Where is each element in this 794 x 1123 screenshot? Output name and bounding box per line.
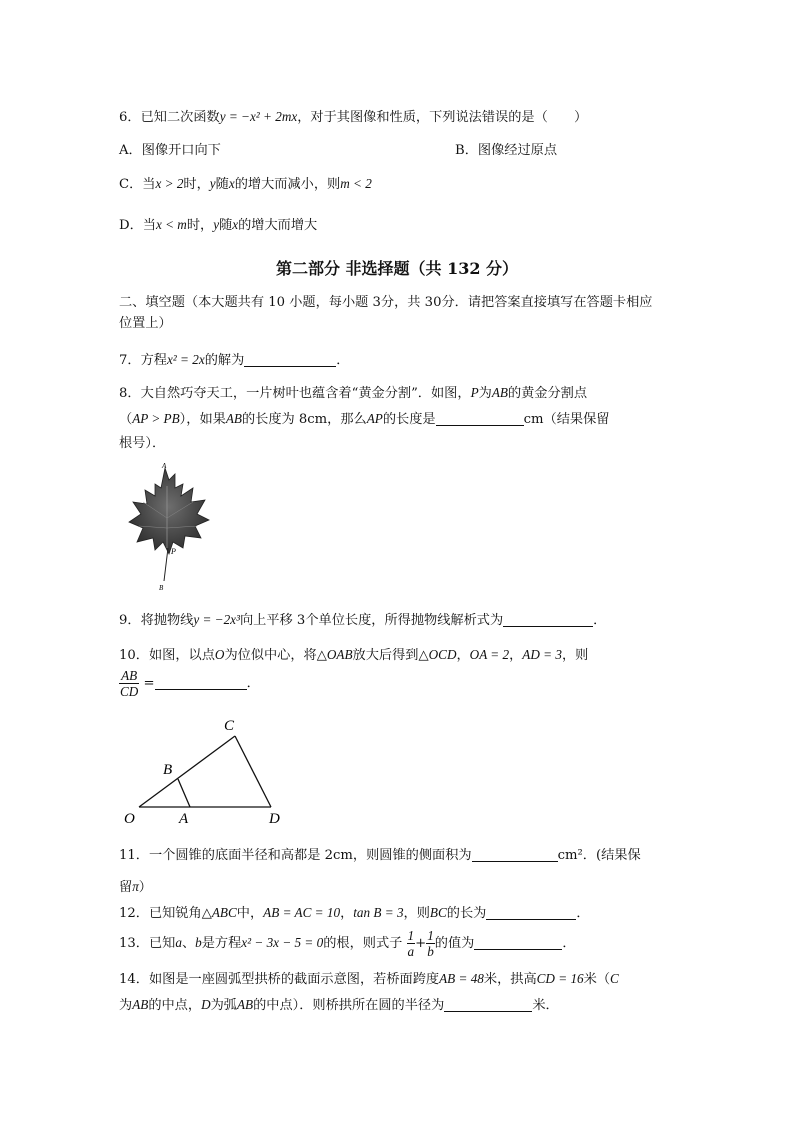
q9-answer-blank[interactable] <box>503 612 593 627</box>
q7-formula: x² = 2x <box>166 352 205 367</box>
q6-c-text: 的增大而减小，则 <box>234 177 341 192</box>
segment-ab <box>178 779 190 807</box>
q12-var: BC <box>429 905 447 920</box>
maple-leaf-figure <box>119 458 214 593</box>
similar-triangle-figure <box>119 712 289 827</box>
q7-answer-blank[interactable] <box>244 352 336 367</box>
q12-answer-blank[interactable] <box>486 905 576 920</box>
q11-line2 <box>119 877 152 898</box>
label-a: A <box>179 811 189 827</box>
q10-var: OCD <box>428 647 457 662</box>
q13-equation: x² − 3x − 5 = 0 <box>241 935 324 950</box>
q6-c-text: C．当 <box>119 177 156 192</box>
q14-math: AB = 48 <box>439 971 484 986</box>
q6-d-var: x <box>232 217 239 232</box>
q12-math: tan B = 3 <box>353 905 404 920</box>
q14-text: 14．如图是一座圆弧型拱桥的截面示意图，若桥面跨度 <box>119 972 440 987</box>
q6-stem-text-2: ，对于其图像和性质，下列说法错误的是（ ） <box>297 110 588 125</box>
q14-var: C <box>610 971 619 986</box>
q10-frac-top: AB <box>119 668 139 684</box>
q6-c-text: 时， <box>183 177 210 192</box>
q8-line3: 根号）． <box>119 436 166 451</box>
q9 <box>119 610 606 631</box>
q13-text: 的值为 <box>434 936 475 951</box>
q10-text: 放大后得到△ <box>352 648 429 663</box>
q6-stem <box>119 107 587 128</box>
label-o: O <box>124 811 135 827</box>
q8-text: （ <box>119 412 133 427</box>
q11-text: ） <box>138 880 152 895</box>
q8-text: 为 <box>478 386 492 401</box>
q11-line1 <box>119 846 641 866</box>
q6-c-math: m < 2 <box>340 176 372 191</box>
q9-end: ． <box>593 613 607 628</box>
q6-option-a-text: A．图像开口向下 <box>119 143 221 158</box>
q6-c-text: 随 <box>215 177 229 192</box>
q13-frac1-bottom: a <box>407 944 415 959</box>
q14-text: 米，拱高 <box>483 972 537 987</box>
q8-line1 <box>119 383 587 404</box>
q8-var: AP <box>366 411 383 426</box>
q6-d-text: 时， <box>186 218 214 233</box>
q6-d-math: x < m <box>155 217 187 232</box>
q13-text: 13．已知 <box>119 936 176 951</box>
leaf-label-a: A <box>162 462 167 470</box>
q8-var: AB <box>225 411 242 426</box>
leaf-label-p: P <box>171 547 176 556</box>
q6-d-text: 随 <box>219 218 233 233</box>
q11-text: 11．一个圆锥的底面半径和高都是 2cm，则圆锥的侧面积为 <box>119 848 472 863</box>
q6-option-d <box>119 215 317 236</box>
q6-option-a <box>119 141 221 161</box>
q10-frac-bottom: CD <box>120 684 139 699</box>
q10-math: AD = 3 <box>522 647 562 662</box>
q11-text: ．(结果保 <box>582 848 641 863</box>
q10-text: 为位似中心，将△ <box>224 648 327 663</box>
q12 <box>119 903 590 924</box>
section-title: 第二部分 非选择题（共 132 分） <box>275 259 519 278</box>
q14-var: AB <box>132 997 149 1012</box>
q9-formula: y = −2x³ <box>193 612 240 627</box>
q13-answer-blank[interactable] <box>474 935 562 950</box>
q14-text: 的中点， <box>148 998 202 1013</box>
q13-end: ． <box>562 936 576 951</box>
q14-math: CD = 16 <box>536 971 584 986</box>
q13-frac2-top: 1 <box>427 928 434 943</box>
q12-text: ， <box>340 906 354 921</box>
q10-var: O <box>214 647 225 662</box>
label-d: D <box>269 811 280 827</box>
q14-var: AB <box>236 997 254 1012</box>
q8-answer-blank[interactable] <box>436 411 524 426</box>
q6-option-b <box>455 141 557 161</box>
q14-text: 米（ <box>583 972 611 987</box>
q8-text: 的长度是 <box>382 412 436 427</box>
q12-text: 中， <box>236 906 264 921</box>
q10-equals: = <box>143 676 155 691</box>
q6-c-var: y <box>209 176 216 191</box>
q7-text: 的解为 <box>204 353 245 368</box>
q6-c-var: x <box>228 176 235 191</box>
q9-text: 9．将抛物线 <box>119 613 194 628</box>
q12-end: ． <box>576 906 590 921</box>
q13-frac2-bottom: b <box>427 944 434 959</box>
q10-answer-blank[interactable] <box>155 675 247 690</box>
q13-text: 的根，则式子 <box>323 936 403 951</box>
q12-var: ABC <box>211 905 237 920</box>
q10-line2 <box>119 668 260 699</box>
q8-var: AB <box>491 385 508 400</box>
q8-text: ），如果 <box>179 412 226 427</box>
q8-line2 <box>119 409 609 430</box>
q8-var: P <box>470 385 479 400</box>
q6-d-text: 的增大而增大 <box>238 218 318 233</box>
q7-end: ． <box>336 353 350 368</box>
q13-var: a <box>175 935 182 950</box>
q13-text: 、 <box>181 936 196 951</box>
q10-text: ，则 <box>561 648 589 663</box>
q6-d-text: D．当 <box>119 218 156 233</box>
q13-var: b <box>195 935 202 950</box>
q10-var: OAB <box>326 647 353 662</box>
q6-option-b-text: B．图像经过原点 <box>455 143 558 158</box>
q11-text: 留 <box>119 880 133 895</box>
q10-end: ． <box>246 676 260 691</box>
q8-text: cm（结果保留 <box>523 412 610 427</box>
label-c: C <box>224 718 235 734</box>
q8-text: 8．大自然巧夺天工，一片树叶也蕴含着“黄金分割”．如图， <box>119 386 471 401</box>
q7 <box>119 350 349 371</box>
q9-text: 向上平移 3个单位长度，所得抛物线解析式为 <box>239 613 504 628</box>
q14-text: 米． <box>532 998 559 1013</box>
q6-stem-text: 6．已知二次函数 <box>119 110 220 125</box>
q10-math: OA = 2 <box>469 647 510 662</box>
q14-var: D <box>201 997 211 1012</box>
q14-text: 的中点）．则桥拱所在圆的半径为 <box>253 998 445 1013</box>
q6-option-c <box>119 174 372 195</box>
q14-answer-blank[interactable] <box>444 997 532 1012</box>
label-b: B <box>163 762 173 778</box>
q13 <box>119 928 576 959</box>
section-intro-line1: 二、填空题（本大题共有 10 小题，每小题 3分，共 30分．请把答案直接填写在答题卡相应 <box>119 295 653 310</box>
q8-text: 的长度为 8cm，那么 <box>241 412 367 427</box>
q10-text: ， <box>456 648 470 663</box>
leaf-label-b: B <box>159 584 164 592</box>
triangle-diagram <box>119 712 289 827</box>
q8-math: AP > PB <box>132 411 180 426</box>
q12-text: 12．已知锐角△ <box>119 906 212 921</box>
q14-line2 <box>119 995 559 1016</box>
q14-text: 为 <box>119 998 133 1013</box>
q12-text: ，则 <box>403 906 430 921</box>
q6-d-var: y <box>213 217 220 232</box>
segment-oc <box>139 736 235 807</box>
q10-fraction <box>119 668 139 699</box>
q13-plus: + <box>415 936 427 951</box>
q10-line1 <box>119 645 588 666</box>
section-intro-line2: 位置上） <box>119 316 172 331</box>
segment-cd <box>235 736 271 807</box>
q11-answer-blank[interactable] <box>472 847 558 862</box>
q7-text: 7．方程 <box>119 353 167 368</box>
q8-text: 的黄金分割点 <box>507 386 588 401</box>
q13-frac1-top: 1 <box>407 928 415 943</box>
q11-pi: π <box>132 879 139 894</box>
q13-text: 是方程 <box>201 936 242 951</box>
q14-line1 <box>119 969 619 990</box>
q12-math: AB = AC = 10 <box>263 905 341 920</box>
q6-formula: y = −x² + 2mx <box>219 109 298 124</box>
q11-unit: cm² <box>557 848 583 863</box>
q14-text: 为弧 <box>210 998 237 1013</box>
q6-c-math: x > 2 <box>155 176 184 191</box>
q13-fraction-2 <box>426 928 435 959</box>
q12-text: 的长为 <box>446 906 487 921</box>
q13-fraction-1 <box>407 928 416 959</box>
q10-text: 10．如图，以点 <box>119 648 215 663</box>
q10-text: ， <box>509 648 523 663</box>
maple-leaf-icon <box>119 458 214 593</box>
